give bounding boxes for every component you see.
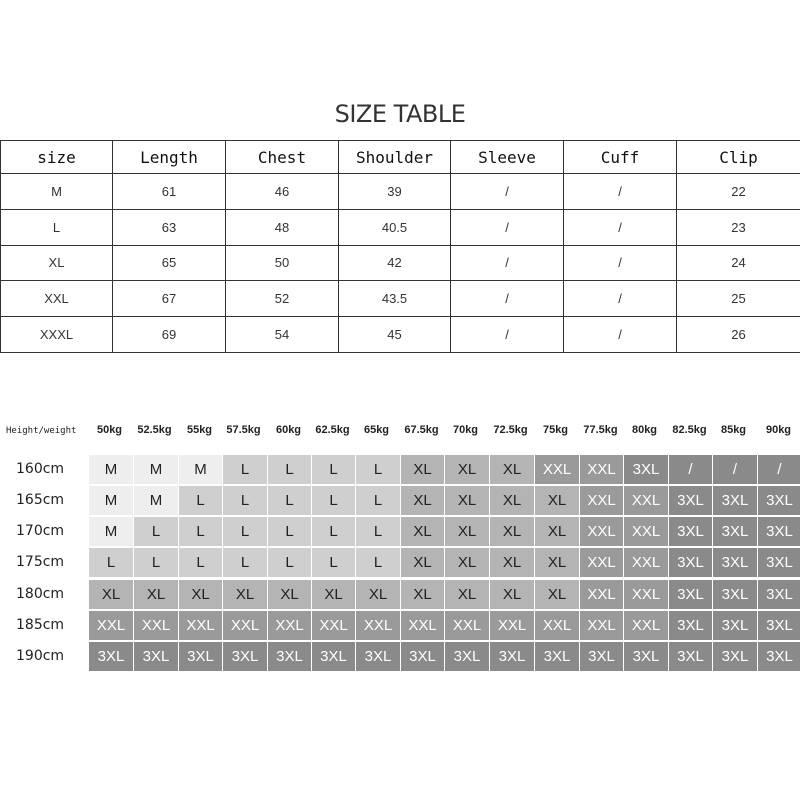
table-row: [1, 317, 800, 353]
size-cell: 3XL: [712, 486, 757, 515]
size-cell: XL: [444, 486, 489, 515]
size-cell: 3XL: [668, 517, 712, 546]
table-cell: /: [451, 209, 564, 245]
size-cell: XXL: [534, 611, 579, 640]
size-cell: XXL: [444, 611, 489, 640]
table-cell: 43.5: [339, 281, 451, 317]
size-cell: XXL: [267, 611, 311, 640]
size-cell: 3XL: [757, 486, 800, 515]
header-chest: Chest: [226, 141, 339, 174]
size-cell: 3XL: [668, 580, 712, 609]
size-cell: XXL: [400, 611, 444, 640]
size-cell: M: [88, 517, 133, 546]
table-cell: XXL: [1, 281, 113, 317]
weight-header: 90kg: [765, 424, 792, 436]
size-cell: XL: [444, 548, 489, 577]
size-cell: XL: [534, 486, 579, 515]
height-row: [0, 642, 800, 672]
page-title: SIZE TABLE: [334, 100, 466, 128]
size-cell: 3XL: [400, 642, 444, 671]
table-cell: 67: [113, 281, 226, 317]
size-cell: 3XL: [355, 642, 400, 671]
size-cell: XXL: [579, 611, 623, 640]
size-cell: XL: [534, 517, 579, 546]
table-cell: 45: [339, 317, 451, 353]
size-cell: 3XL: [267, 642, 311, 671]
size-cell: 3XL: [712, 517, 757, 546]
table-cell: M: [1, 174, 113, 210]
size-cell: XXL: [579, 517, 623, 546]
height-row: [0, 580, 800, 610]
table-cell: /: [451, 317, 564, 353]
table-cell: 26: [677, 317, 800, 353]
size-cell: M: [133, 455, 178, 484]
size-cell: XXL: [88, 611, 133, 640]
weight-header: 80kg: [631, 424, 658, 436]
table-cell: /: [564, 245, 677, 281]
weight-header: 57.5kg: [226, 424, 261, 436]
table-cell: /: [451, 174, 564, 210]
table-cell: 46: [226, 174, 339, 210]
size-cell: L: [355, 486, 400, 515]
size-cell: L: [178, 517, 222, 546]
table-cell: 63: [113, 209, 226, 245]
size-cell: 3XL: [757, 517, 800, 546]
size-cell: 3XL: [668, 642, 712, 671]
table-cell: 39: [339, 174, 451, 210]
size-cell: 3XL: [133, 642, 178, 671]
size-cell: 3XL: [668, 486, 712, 515]
size-cell: 3XL: [311, 642, 355, 671]
size-cell: 3XL: [178, 642, 222, 671]
size-cell: XL: [489, 455, 534, 484]
weight-header: 60kg: [275, 424, 302, 436]
size-cell: XL: [400, 580, 444, 609]
table-cell: /: [451, 281, 564, 317]
size-cell: L: [311, 455, 355, 484]
height-label: 175cm: [16, 554, 65, 570]
weight-header: 72.5kg: [493, 424, 528, 436]
size-cell: XL: [400, 486, 444, 515]
size-cell: L: [222, 548, 267, 577]
size-cell: XL: [133, 580, 178, 609]
size-cell: XL: [534, 580, 579, 609]
size-cell: 3XL: [88, 642, 133, 671]
size-cell: 3XL: [712, 611, 757, 640]
weight-header: 55kg: [186, 424, 213, 436]
size-cell: /: [712, 455, 757, 484]
size-cell: 3XL: [534, 642, 579, 671]
table-cell: 50: [226, 245, 339, 281]
size-cell: L: [222, 517, 267, 546]
header-length: Length: [113, 141, 226, 174]
size-cell: XL: [489, 517, 534, 546]
size-cell: 3XL: [623, 642, 668, 671]
size-cell: XXL: [133, 611, 178, 640]
table-cell: 24: [677, 245, 800, 281]
size-cell: L: [355, 517, 400, 546]
header-clip: Clip: [677, 141, 800, 174]
size-cell: XL: [489, 486, 534, 515]
size-cell: XXL: [579, 580, 623, 609]
size-cell: L: [355, 455, 400, 484]
table-row: [1, 245, 800, 281]
size-cell: XL: [444, 455, 489, 484]
size-cell: M: [178, 455, 222, 484]
table-cell: /: [451, 245, 564, 281]
weight-header: 65kg: [363, 424, 390, 436]
size-cell: 3XL: [712, 580, 757, 609]
size-cell: 3XL: [712, 548, 757, 577]
table-row: [1, 209, 800, 245]
height-label: 190cm: [16, 648, 65, 664]
header-shoulder: Shoulder: [339, 141, 451, 174]
size-cell: XXL: [623, 548, 668, 577]
weight-header: 77.5kg: [583, 424, 618, 436]
size-cell: XXL: [579, 455, 623, 484]
weight-header: 82.5kg: [672, 424, 707, 436]
size-cell: XXL: [311, 611, 355, 640]
size-cell: XXL: [579, 548, 623, 577]
table-cell: /: [564, 281, 677, 317]
size-cell: XL: [400, 455, 444, 484]
size-cell: 3XL: [579, 642, 623, 671]
size-cell: 3XL: [757, 548, 800, 577]
size-cell: XXL: [178, 611, 222, 640]
size-cell: L: [178, 548, 222, 577]
table-cell: 23: [677, 209, 800, 245]
size-cell: 3XL: [757, 580, 800, 609]
size-cell: 3XL: [668, 548, 712, 577]
weight-header: 67.5kg: [404, 424, 439, 436]
size-cell: XL: [267, 580, 311, 609]
size-cell: XXL: [623, 580, 668, 609]
size-cell: L: [311, 517, 355, 546]
height-weight-header: [0, 424, 800, 446]
size-cell: 3XL: [712, 642, 757, 671]
size-cell: XL: [88, 580, 133, 609]
table-cell: /: [564, 209, 677, 245]
size-cell: XL: [311, 580, 355, 609]
table-row: [1, 174, 800, 210]
table-row: [1, 281, 800, 317]
size-cell: XL: [400, 517, 444, 546]
size-cell: XL: [444, 517, 489, 546]
size-cell: XXL: [534, 455, 579, 484]
size-table: [0, 140, 800, 353]
size-cell: XXL: [623, 611, 668, 640]
table-cell: XXXL: [1, 317, 113, 353]
table-cell: 69: [113, 317, 226, 353]
table-cell: 40.5: [339, 209, 451, 245]
size-table-header-row: [1, 141, 800, 174]
size-cell: 3XL: [623, 455, 668, 484]
header-size: size: [1, 141, 113, 174]
table-cell: 48: [226, 209, 339, 245]
size-cell: L: [355, 548, 400, 577]
table-cell: L: [1, 209, 113, 245]
table-cell: 52: [226, 281, 339, 317]
table-cell: XL: [1, 245, 113, 281]
size-cell: XXL: [355, 611, 400, 640]
size-cell: 3XL: [222, 642, 267, 671]
table-cell: 42: [339, 245, 451, 281]
table-cell: 54: [226, 317, 339, 353]
height-row: [0, 517, 800, 547]
size-cell: XL: [489, 580, 534, 609]
height-label: 185cm: [16, 617, 65, 633]
size-cell: XL: [400, 548, 444, 577]
size-cell: XL: [355, 580, 400, 609]
table-cell: 22: [677, 174, 800, 210]
height-label: 165cm: [16, 492, 65, 508]
size-cell: M: [88, 455, 133, 484]
height-row: [0, 611, 800, 641]
weight-header: 75kg: [542, 424, 569, 436]
weight-header: 50kg: [96, 424, 123, 436]
size-cell: 3XL: [668, 611, 712, 640]
weight-header: 85kg: [720, 424, 747, 436]
size-cell: XL: [444, 580, 489, 609]
table-cell: 65: [113, 245, 226, 281]
size-cell: L: [222, 455, 267, 484]
size-cell: XL: [178, 580, 222, 609]
size-cell: L: [311, 486, 355, 515]
size-cell: L: [88, 548, 133, 577]
table-cell: 25: [677, 281, 800, 317]
header-sleeve: Sleeve: [451, 141, 564, 174]
height-label: 170cm: [16, 523, 65, 539]
weight-header: 70kg: [452, 424, 479, 436]
size-cell: /: [757, 455, 800, 484]
size-cell: L: [222, 486, 267, 515]
size-cell: XXL: [623, 486, 668, 515]
size-cell: XL: [489, 548, 534, 577]
header-cuff: Cuff: [564, 141, 677, 174]
height-label: 180cm: [16, 586, 65, 602]
size-cell: L: [267, 517, 311, 546]
size-cell: M: [133, 486, 178, 515]
size-cell: L: [267, 548, 311, 577]
size-cell: 3XL: [489, 642, 534, 671]
height-weight-corner-label: Height/weight: [6, 426, 77, 436]
size-cell: L: [133, 517, 178, 546]
height-row: [0, 548, 800, 578]
size-cell: XXL: [222, 611, 267, 640]
size-cell: XXL: [623, 517, 668, 546]
size-cell: XXL: [579, 486, 623, 515]
size-cell: /: [668, 455, 712, 484]
size-cell: XL: [222, 580, 267, 609]
size-cell: XXL: [489, 611, 534, 640]
height-row: [0, 455, 800, 485]
size-cell: XL: [534, 548, 579, 577]
size-cell: L: [133, 548, 178, 577]
size-cell: L: [267, 486, 311, 515]
weight-header: 52.5kg: [137, 424, 172, 436]
size-cell: L: [178, 486, 222, 515]
height-row: [0, 486, 800, 516]
size-cell: 3XL: [757, 642, 800, 671]
size-cell: 3XL: [757, 611, 800, 640]
size-cell: 3XL: [444, 642, 489, 671]
size-cell: L: [311, 548, 355, 577]
size-cell: L: [267, 455, 311, 484]
weight-header: 62.5kg: [315, 424, 350, 436]
height-label: 160cm: [16, 461, 65, 477]
table-cell: /: [564, 317, 677, 353]
table-cell: /: [564, 174, 677, 210]
size-cell: M: [88, 486, 133, 515]
table-cell: 61: [113, 174, 226, 210]
